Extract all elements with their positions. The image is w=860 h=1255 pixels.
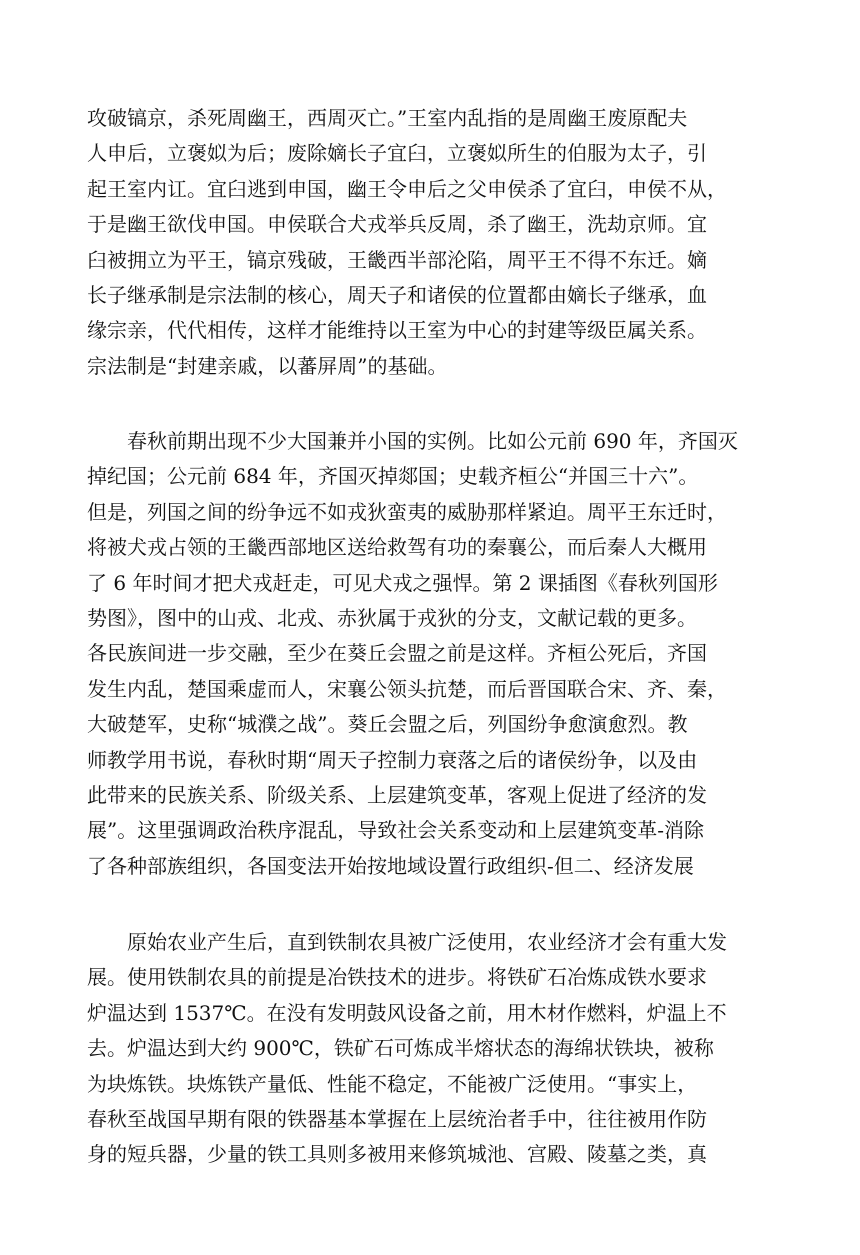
text-line: 师教学用书说，春秋时期“周天子控制力衰落之后的诸侯纷争，以及由 xyxy=(87,747,698,772)
text-line: 人申后，立褒姒为后；废除嫡长子宜臼，立褒姒所生的伯服为太子，引 xyxy=(87,141,707,166)
text-line: 了 6 年时间才把犬戎赶走，可见犬戎之强悍。第 2 课插图《春秋列国形 xyxy=(87,570,718,595)
text-line: 大破楚军，史称“城濮之战”。葵丘会盟之后，列国纷争愈演愈烈。教 xyxy=(87,712,688,737)
text-line: 为块炼铁。块炼铁产量低、性能不稳定，不能被广泛使用。“事实上， xyxy=(87,1071,698,1096)
text-line: 展”。这里强调政治秩序混乱，导致社会关系变动和上层建筑变革-消除 xyxy=(87,818,704,843)
text-line: 但是，列国之间的纷争远不如戎狄蛮夷的威胁那样紧迫。周平王东迁时， xyxy=(87,499,727,524)
text-line: 臼被拥立为平王，镐京残破，王畿西半部沦陷，周平王不得不东迁。嫡 xyxy=(87,247,707,272)
text-line: 势图》，图中的山戎、北戎、赤狄属于戎狄的分支，文献记载的更多。 xyxy=(87,605,697,630)
text-line: 缘宗亲，代代相传，这样才能维持以王室为中心的封建等级臣属关系。 xyxy=(87,318,707,343)
text-line: 了各种部族组织，各国变法开始按地域设置行政组织-但二、经济发展 xyxy=(87,853,694,878)
text-line: 原始农业产生后，直到铁制农具被广泛使用，农业经济才会有重大发 xyxy=(87,930,727,954)
text-line: 于是幽王欲伐申国。申侯联合犬戎举兵反周，杀了幽王，洗劫京师。宜 xyxy=(87,212,707,237)
text-line: 宗法制是“封建亲戚，以蕃屏周”的基础。 xyxy=(87,353,448,378)
text-line: 展。使用铁制农具的前提是冶铁技术的进步。将铁矿石冶炼成铁水要求 xyxy=(87,965,707,990)
text-line: 将被犬戎占领的王畿西部地区送给救驾有功的秦襄公，而后秦人大概用 xyxy=(87,535,707,560)
text-line: 长子继承制是宗法制的核心，周天子和诸侯的位置都由嫡长子继承，血 xyxy=(87,282,707,307)
paragraph-3 xyxy=(87,925,777,1173)
text-line: 春秋至战国早期有限的铁器基本掌握在上层统治者手中，往往被用作防 xyxy=(87,1106,707,1131)
text-line: 发生内乱，楚国乘虚而人，宋襄公领头抗楚，而后晋国联合宋、齐、秦， xyxy=(87,676,727,701)
text-line: 身的短兵器，少量的铁工具则多被用来修筑城池、宫殿、陵墓之类，真 xyxy=(87,1142,707,1167)
text-line: 炉温达到 1537℃。在没有发明鼓风设备之前，用木材作燃料，炉温上不 xyxy=(87,1000,727,1025)
text-line: 攻破镐京，杀死周幽王，西周灭亡。”王室内乱指的是周幽王废原配夫 xyxy=(87,106,688,130)
text-line: 此带来的民族关系、阶级关系、上层建筑变革，客观上促进了经济的发 xyxy=(87,782,707,807)
text-line: 春秋前期出现不少大国兼并小国的实例。比如公元前 690 年，齐国灭 xyxy=(87,429,738,453)
text-line: 各民族间进一步交融，至少在葵丘会盟之前是这样。齐桓公死后，齐国 xyxy=(87,641,707,666)
paragraph-1 xyxy=(87,101,777,384)
paragraph-2 xyxy=(87,424,777,884)
text-line: 起王室内讧。宜臼逃到申国，幽王令申后之父申侯杀了宜臼，申侯不从， xyxy=(87,176,727,201)
text-line: 去。炉温达到大约 900℃，铁矿石可炼成半熔状态的海绵状铁块，被称 xyxy=(87,1036,714,1061)
text-line: 掉纪国；公元前 684 年，齐国灭掉郯国；史载齐桓公“并国三十六”。 xyxy=(87,464,699,489)
